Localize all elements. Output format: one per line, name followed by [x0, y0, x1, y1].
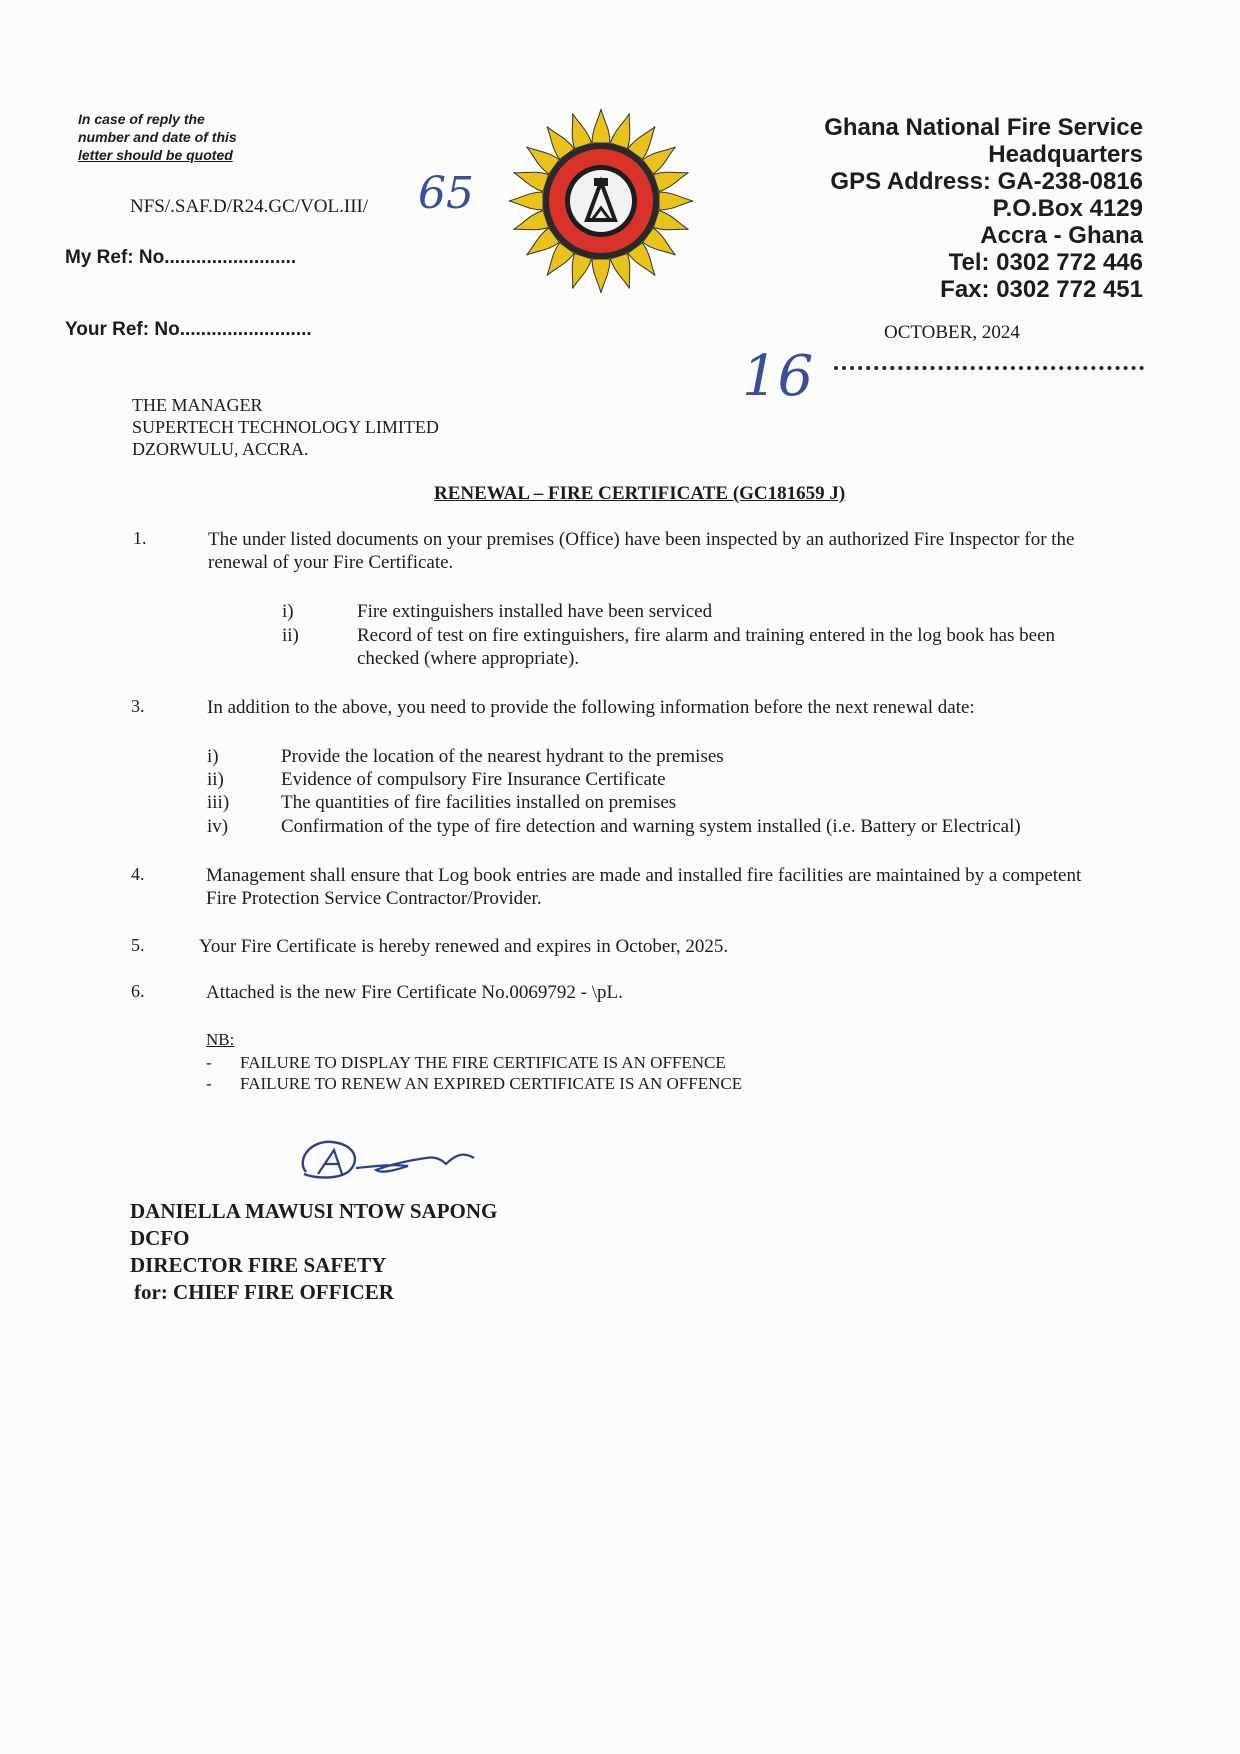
hq-line: Accra - Ghana: [980, 222, 1143, 249]
signatory-title: DIRECTOR FIRE SAFETY: [130, 1253, 387, 1277]
recipient-line: DZORWULU, ACCRA.: [132, 439, 309, 459]
date-handwritten: 16: [742, 344, 814, 409]
hq-line: Ghana National Fire Service: [824, 114, 1143, 141]
nb-label: NB:: [206, 1030, 235, 1049]
paragraph-number: 1.: [133, 528, 147, 548]
paragraph-text: The under listed documents on your premises (Office) have been inspected by an authorized Fire Inspector for the renewal of your Fire Certificate.: [208, 529, 1075, 573]
recipient-address: [132, 394, 439, 460]
paragraph-text: In addition to the above, you need to provide the following information before the next renewal date:: [207, 697, 975, 718]
your-reference: Your Ref: No.........................: [65, 319, 312, 340]
paragraph-number: 4.: [131, 864, 145, 884]
headquarters-address: [824, 114, 1143, 303]
list-item-number: iv): [207, 816, 229, 837]
signatory-rank: DCFO: [130, 1226, 190, 1250]
list-item-text: Confirmation of the type of fire detection and warning system installed (i.e. Battery or Electrical): [281, 816, 1021, 837]
recipient-line: SUPERTECH TECHNOLOGY LIMITED: [132, 417, 439, 437]
signatory-for: for: CHIEF FIRE OFFICER: [134, 1280, 394, 1304]
date-dotted-line: [834, 366, 1144, 370]
signatory-block: [130, 1198, 497, 1306]
list-item-number: iii): [207, 792, 230, 813]
paragraph-number: 3.: [131, 696, 145, 716]
recipient-line: THE MANAGER: [132, 395, 263, 415]
handwritten-signature: [296, 1130, 486, 1190]
list-item-number: ii): [282, 625, 299, 646]
letter-date: OCTOBER, 2024: [884, 322, 1020, 343]
my-reference: My Ref: No.........................: [65, 247, 297, 268]
list-item-number: i): [207, 746, 219, 767]
paragraph-number: 5.: [131, 935, 145, 955]
list-item-text: Provide the location of the nearest hydrant to the premises: [281, 746, 724, 767]
list-item-text: Evidence of compulsory Fire Insurance Certificate: [281, 769, 666, 790]
hq-line: Fax: 0302 772 451: [940, 276, 1143, 303]
emblem-flame: [592, 259, 610, 293]
list-item-number: ii): [207, 769, 224, 790]
list-item-text: Record of test on fire extinguishers, fire alarm and training entered in the log book has been checked (where appropriate).: [357, 625, 1056, 669]
hq-line: Headquarters: [988, 141, 1143, 168]
emblem-flame: [659, 192, 693, 210]
list-item-text: The quantities of fire facilities installed on premises: [281, 792, 677, 813]
nb-item: FAILURE TO RENEW AN EXPIRED CERTIFICATE IS AN OFFENCE: [240, 1074, 743, 1093]
hq-line: P.O.Box 4129: [992, 195, 1143, 222]
reply-notice: [78, 110, 237, 164]
signatory-name: DANIELLA MAWUSI NTOW SAPONG: [130, 1199, 498, 1223]
reply-notice-line: letter should be quoted: [78, 147, 233, 163]
fire-service-emblem: [508, 108, 694, 294]
hq-line: GPS Address: GA-238-0816: [830, 168, 1143, 195]
emblem-flame: [592, 109, 610, 143]
our-reference-handwritten: 65: [418, 168, 474, 219]
list-item-text: Fire extinguishers installed have been serviced: [357, 601, 713, 622]
emblem-flame: [509, 192, 543, 210]
paragraph-text: Management shall ensure that Log book entries are made and installed fire facilities are maintained by a competent Fire Protection Service Contractor/Provider.: [206, 865, 1082, 909]
our-reference: NFS/.SAF.D/R24.GC/VOL.III/: [130, 196, 369, 217]
paragraph-text: Your Fire Certificate is hereby renewed and expires in October, 2025.: [199, 936, 729, 957]
hq-line: Tel: 0302 772 446: [948, 249, 1143, 276]
nb-item: FAILURE TO DISPLAY THE FIRE CERTIFICATE IS AN OFFENCE: [240, 1053, 726, 1072]
list-item-number: i): [282, 601, 294, 622]
reply-notice-line: number and date of this: [78, 129, 237, 145]
nb-bullet: -: [206, 1053, 212, 1072]
paragraph-text: Attached is the new Fire Certificate No.0069792 - \pL.: [206, 982, 623, 1003]
nb-bullet: -: [206, 1074, 212, 1093]
letter-subject: RENEWAL – FIRE CERTIFICATE (GC181659 J): [434, 483, 846, 504]
paragraph-number: 6.: [131, 981, 145, 1001]
reply-notice-line: In case of reply the: [78, 111, 205, 127]
